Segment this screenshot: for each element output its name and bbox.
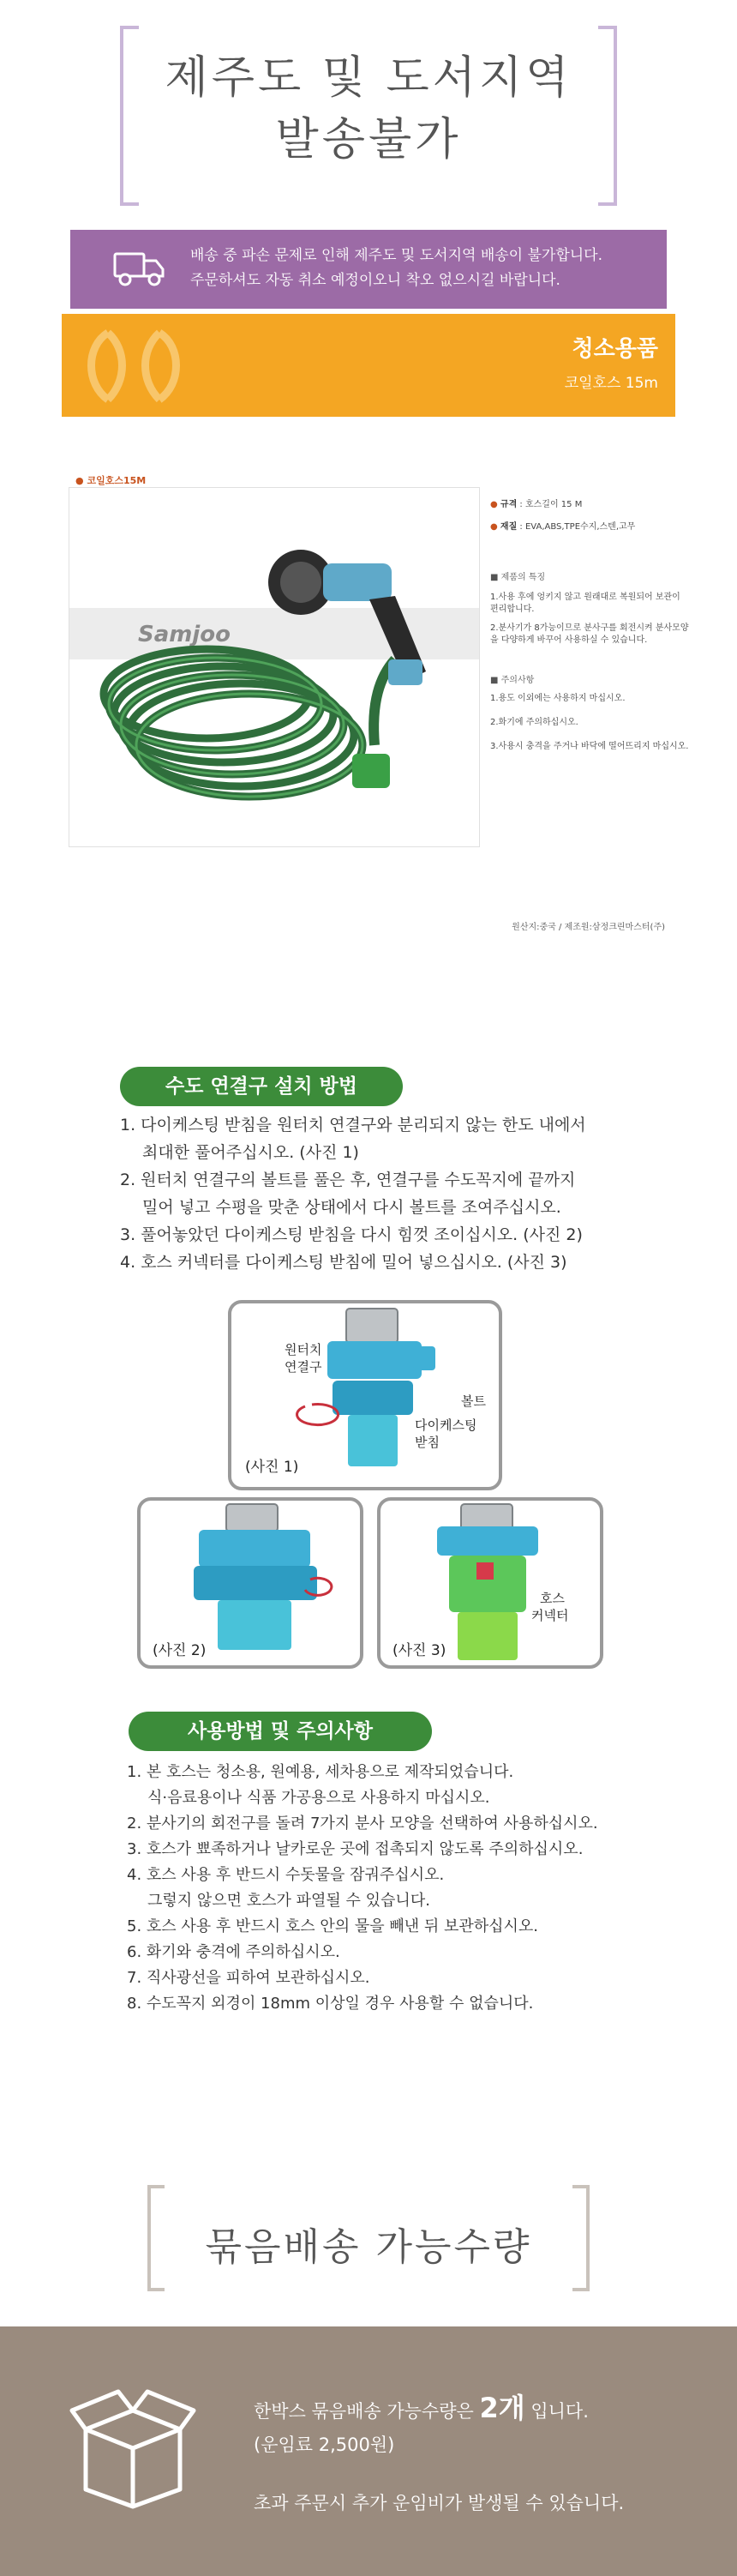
spec-size: ● 규격 : 호스길이 15 M [490,500,583,509]
square-icon: ■ [490,573,501,582]
photo2-caption: (사진 2) [153,1642,207,1659]
shipping-notice [70,230,667,309]
category-band [62,314,675,417]
usage-item-7: 7. 직사광선을 피하여 보관하십시오. [127,1969,370,1987]
bullet-icon: ● [490,522,500,532]
photo-1 [228,1300,502,1490]
usage-item-5: 5. 호스 사용 후 반드시 호스 안의 물을 빼낸 뒤 보관하십시오. [127,1917,539,1935]
category-name: 청소용품 [572,336,658,362]
photo1-caption: (사진 1) [245,1459,299,1476]
usage-item-3: 3. 호스가 뾰족하거나 날카로운 곳에 접촉되지 않도록 주의하십시오. [127,1840,584,1858]
photo1-label-bolt: 볼트 [461,1393,486,1409]
install-step-1a: 1. 다이케스팅 받침을 원터치 연결구와 분리되지 않는 한도 내에서 [120,1116,586,1135]
bundle-title: 묶음배송 가능수량 [205,2225,532,2269]
photo3-label-hose-connector: 호스 커넥터 [531,1591,569,1623]
photo-3 [377,1497,603,1669]
photo3-caption: (사진 3) [392,1642,446,1659]
usage-item-6: 6. 화기와 충격에 주의하십시오. [127,1943,340,1961]
square-icon: ■ [490,676,501,685]
brand-logo-icon [82,324,185,406]
usage-item-2: 2. 분사기의 회전구를 돌려 7가지 분사 모양을 선택하여 사용하십시오. [127,1815,598,1833]
usage-item-1b: 식·음료용이나 식품 가공용으로 사용하지 마십시오. [147,1789,490,1807]
bundle-info [0,2326,737,2576]
bundle-line3: 초과 주문시 추가 운임비가 발생될 수 있습니다. [254,2493,625,2513]
notice-line1: 배송 중 파손 문제로 인해 제주도 및 도서지역 배송이 불가합니다. [190,247,603,264]
caution-heading: ■ 주의사항 [490,676,535,685]
usage-item-4a: 4. 호스 사용 후 반드시 수돗물을 잠궈주십시오. [127,1866,445,1884]
usage-item-1a: 1. 본 호스는 청소용, 원예용, 세차용으로 제작되었습니다. [127,1763,514,1781]
install-step-1b: 최대한 풀어주십시오. (사진 1) [142,1143,359,1162]
feature-heading: ■ 제품의 특징 [490,573,546,582]
feature-2: 2.분사기가 8가능이므로 분사구를 회전시켜 분사모양 을 다양하게 바꾸어 사용하실 수 있습니다. [490,623,689,645]
photo1-label-connector: 원터치 연결구 [285,1342,322,1375]
hose-illustration [69,488,479,846]
photo1-label-base: 다이케스팅 받침 [415,1417,477,1450]
caution-1: 1.용도 이외에는 사용하지 마십시오. [490,694,626,703]
feature-1: 1.사용 후에 엉키지 않고 원래대로 복원되어 보관이 편리합니다. [490,593,680,614]
usage-heading: 사용방법 및 주의사항 [129,1712,432,1751]
install-heading: 수도 연결구 설치 방법 [120,1067,403,1106]
product-image [69,487,480,847]
bundle-line2: (운임료 2,500원) [254,2435,395,2455]
notice-line2: 주문하셔도 자동 취소 예정이오니 착오 없으시길 바랍니다. [190,272,560,289]
page-title-line1: 제주도 및 도서지역 [165,52,572,104]
box-icon [69,2381,197,2510]
usage-item-8: 8. 수도꼭지 외경이 18mm 이상일 경우 사용할 수 없습니다. [127,1995,534,2013]
spec-material: ● 재질 : EVA,ABS,TPE수지,스텐,고무 [490,522,636,532]
usage-items [127,1760,598,2017]
product-label [75,473,146,487]
caution-3: 3.사용시 충격을 주거나 바닥에 떨어뜨리지 마십시오. [490,742,689,751]
bundle-quantity: 2개 [479,2392,525,2424]
brand-watermark: Samjoo [138,622,231,647]
install-steps [120,1111,586,1276]
bullet-icon: ● [490,500,500,509]
install-step-2a: 2. 원터치 연결구의 볼트를 풀은 후, 연결구를 수도꼭지에 끝까지 [120,1171,576,1189]
install-step-2b: 밀어 넣고 수평을 맞춘 상태에서 다시 볼트를 조여주십시오. [142,1198,561,1217]
install-step-4: 4. 호스 커넥터를 다이케스팅 받침에 밀어 넣으십시오. (사진 3) [120,1253,567,1272]
page-title-line2: 발송불가 [275,114,462,166]
usage-item-4b: 그렇지 않으면 호스가 파열될 수 있습니다. [147,1892,430,1910]
install-step-3: 3. 풀어놓았던 다이케스팅 받침을 다시 힘껏 조이십시오. (사진 2) [120,1225,583,1244]
photo-2 [137,1497,363,1669]
origin-text: 원산지:중국 / 제조원:삼정크린마스터(주) [512,923,665,932]
truck-icon [113,249,166,288]
bundle-line1: 한박스 묶음배송 가능수량은 2개 입니다. [254,2392,589,2424]
product-label-text: 코일호스15M [87,475,147,486]
caution-2: 2.화기에 주의하십시오. [490,718,578,727]
category-product: 코일호스 15m [564,375,658,392]
bullet-icon: ● [75,475,87,486]
